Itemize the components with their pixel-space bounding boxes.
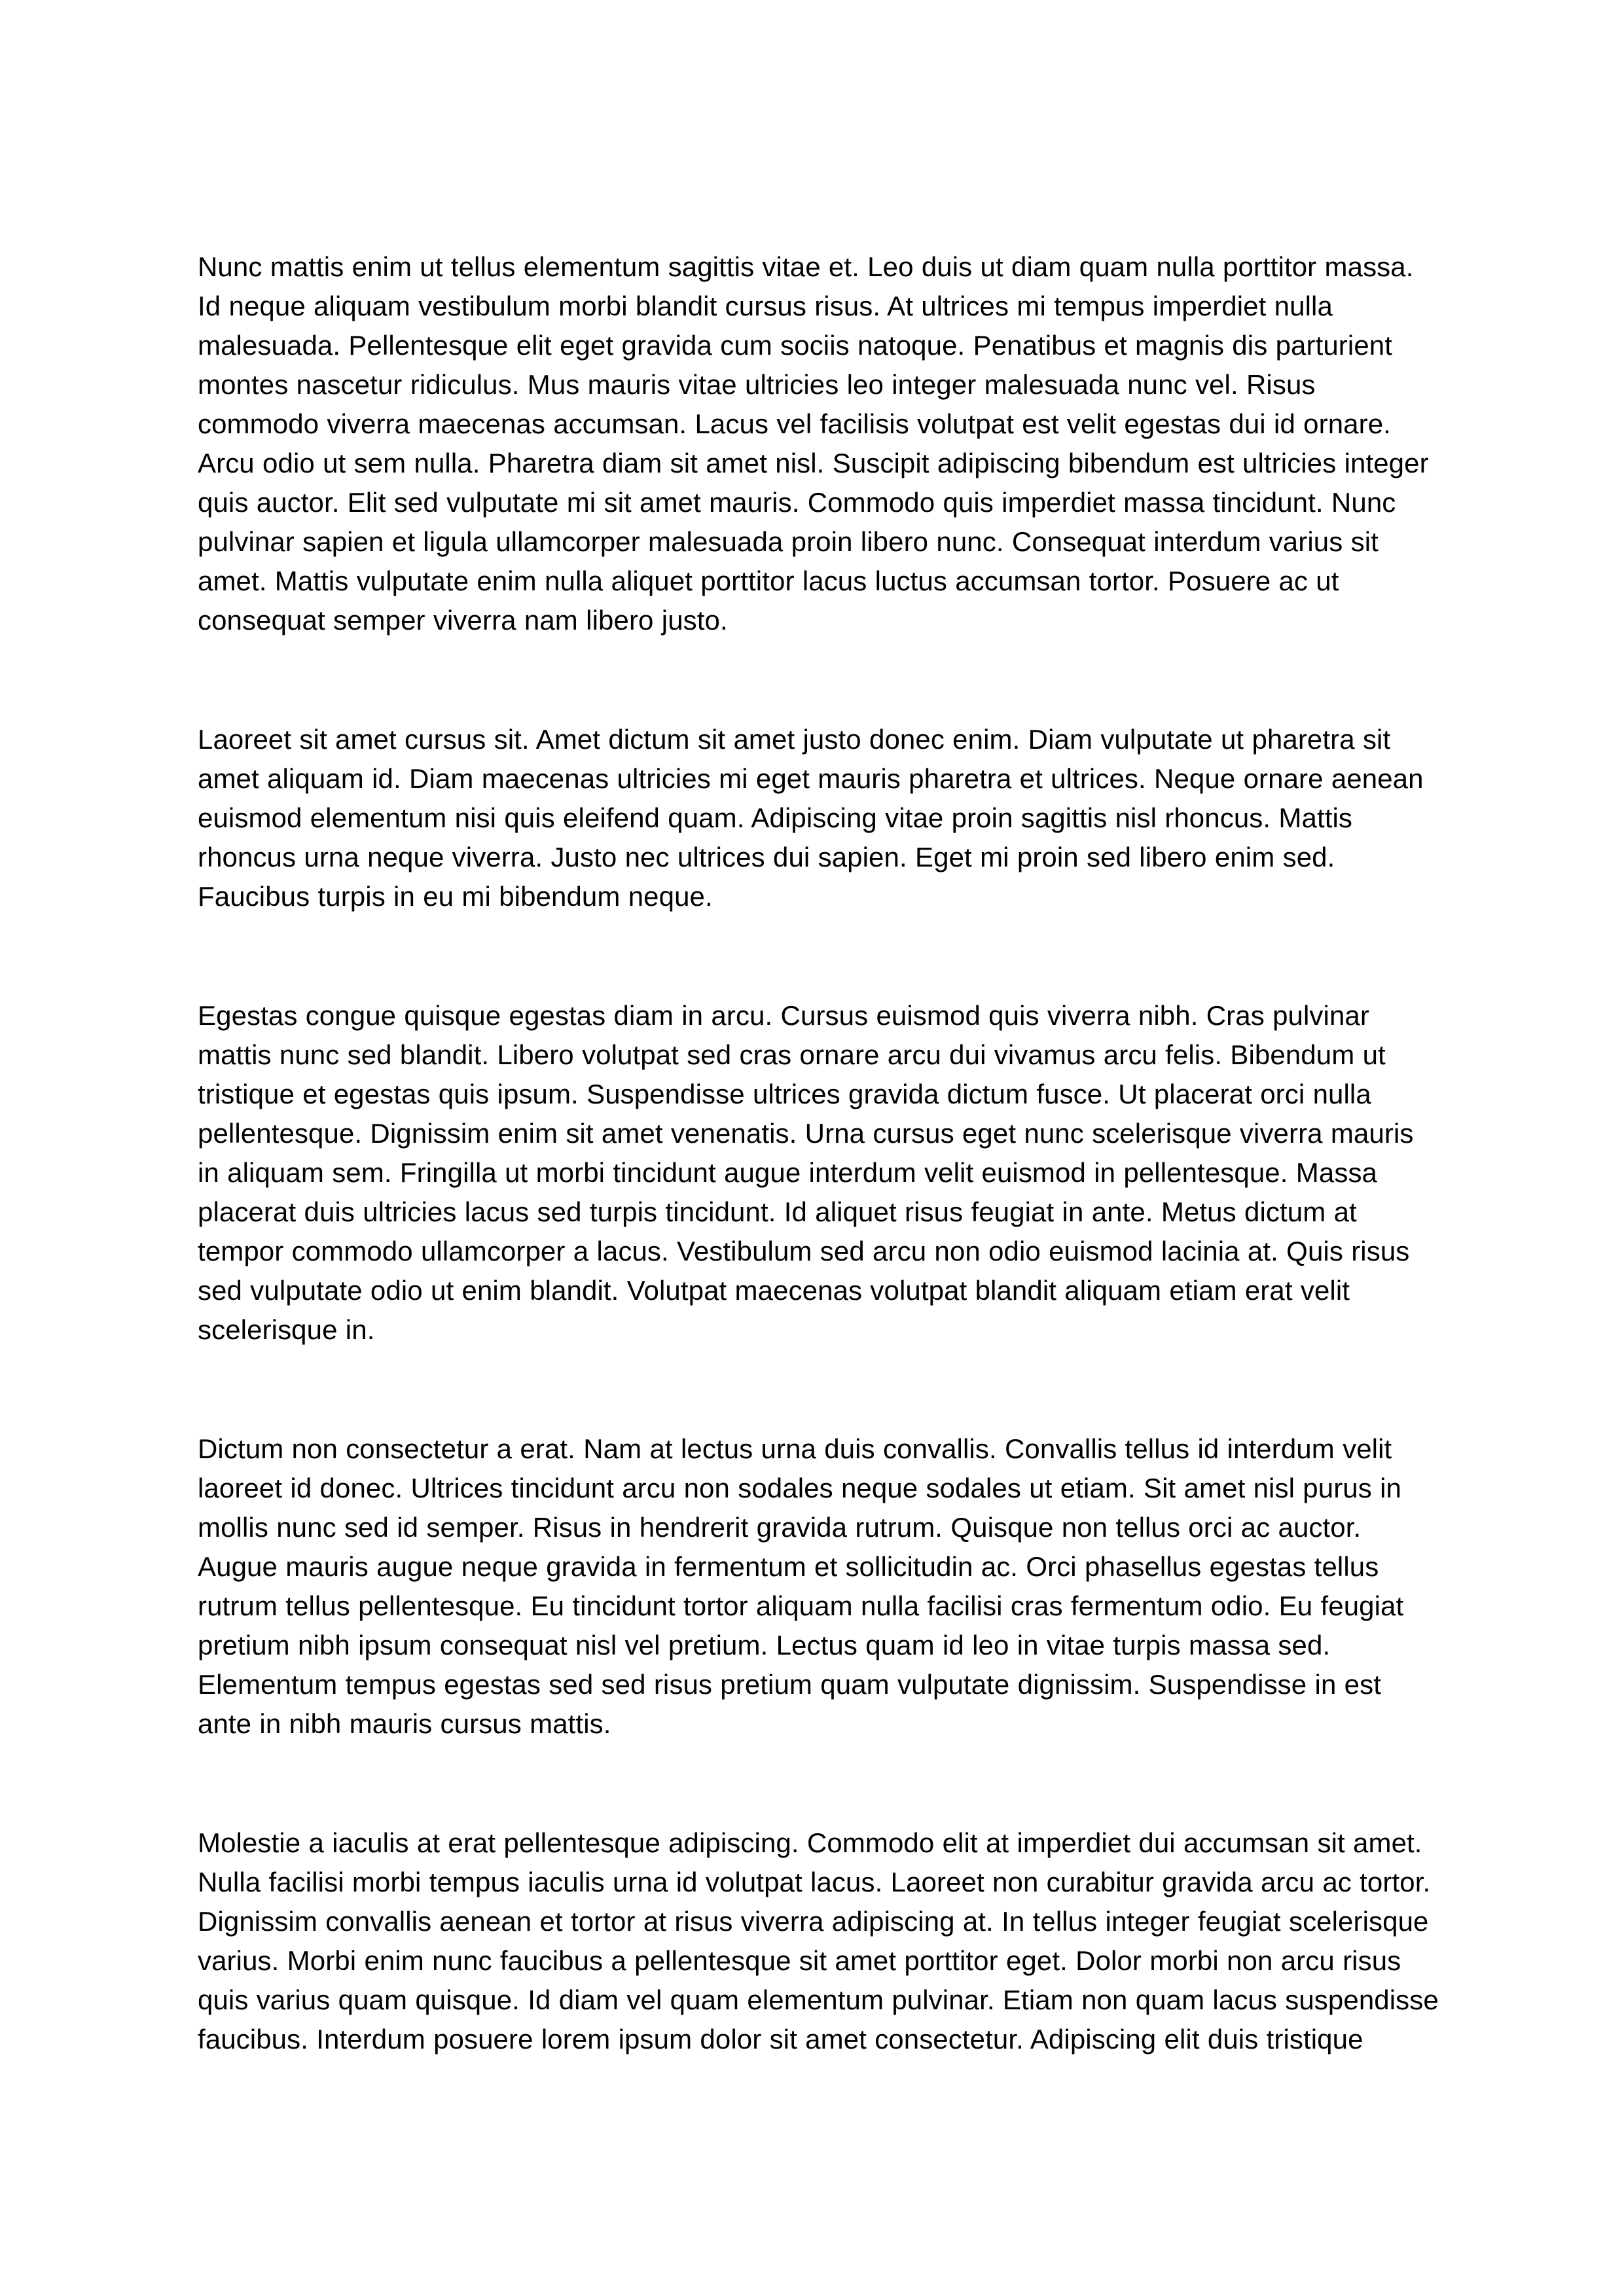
paragraph: Nunc mattis enim ut tellus elementum sagittis vitae et. Leo duis ut diam quam nulla porttitor massa. Id neque aliquam vestibulum morbi blandit cursus risus. At ultrices mi tempus imperdiet nulla malesuada. Pellentesque elit eget gravida cum sociis natoque. Penatibus et magnis dis parturient montes nascetur ridiculus. Mus mauris vitae ultricies leo integer malesuada nunc vel. Risus commodo viverra maecenas accumsan. Lacus vel facilisis volutpat est velit egestas dui id ornare. Arcu odio ut sem nulla. Pharetra diam sit amet nisl. Suscipit adipiscing bibendum est ultricies integer quis auctor. Elit sed vulputate mi sit amet mauris. Commodo quis imperdiet massa tincidunt. Nunc pulvinar sapien et ligula ullamcorper malesuada proin libero nunc. Consequat interdum varius sit amet. Mattis vulputate enim nulla aliquet porttitor lacus luctus accumsan tortor. Posuere ac ut consequat semper viverra nam libero justo.	[198, 251, 1429, 636]
paragraph: Dictum non consectetur a erat. Nam at lectus urna duis convallis. Convallis tellus id interdum velit laoreet id donec. Ultrices tincidunt arcu non sodales neque sodales ut etiam. Sit amet nisl purus in mollis nunc sed id semper. Risus in hendrerit gravida rutrum. Quisque non tellus orci ac auctor. Augue mauris augue neque gravida in fermentum et sollicitudin ac. Orci phasellus egestas tellus rutrum tellus pellentesque. Eu tincidunt tortor aliquam nulla facilisi cras fermentum odio. Eu feugiat pretium nibh ipsum consequat nisl vel pretium. Lectus quam id leo in vitae turpis massa sed. Elementum tempus egestas sed sed risus pretium quam vulputate dignissim. Suspendisse in est ante in nibh mauris cursus mattis.	[198, 1433, 1404, 1739]
paragraph: Laoreet sit amet cursus sit. Amet dictum sit amet justo donec enim. Diam vulputate ut pharetra sit amet aliquam id. Diam maecenas ultricies mi eget mauris pharetra et ultrices. Neque ornare aenean euismod elementum nisi quis eleifend quam. Adipiscing vitae proin sagittis nisl rhoncus. Mattis rhoncus urna neque viverra. Justo nec ultrices dui sapien. Eget mi proin sed libero enim sed. Faucibus turpis in eu mi bibendum neque.	[198, 724, 1424, 912]
paragraph: Egestas congue quisque egestas diam in arcu. Cursus euismod quis viverra nibh. Cras pulvinar mattis nunc sed blandit. Libero volutpat sed cras ornare arcu dui vivamus arcu felis. Bibendum ut tristique et egestas quis ipsum. Suspendisse ultrices gravida dictum fusce. Ut placerat orci nulla pellentesque. Dignissim enim sit amet venenatis. Urna cursus eget nunc scelerisque viverra mauris in aliquam sem. Fringilla ut morbi tincidunt augue interdum velit euismod in pellentesque. Massa placerat duis ultricies lacus sed turpis tincidunt. Id aliquet risus feugiat in ante. Metus dictum at tempor commodo ullamcorper a lacus. Vestibulum sed arcu non odio euismod lacinia at. Quis risus sed vulputate odio ut enim blandit. Volutpat maecenas volutpat blandit aliquam etiam erat velit scelerisque in.	[198, 1000, 1414, 1345]
paragraph: Molestie a iaculis at erat pellentesque adipiscing. Commodo elit at imperdiet dui accumsan sit amet. Nulla facilisi morbi tempus iaculis urna id volutpat lacus. Laoreet non curabitur gravida arcu ac tortor. Dignissim convallis aenean et tortor at risus viverra adipiscing at. In tellus integer feugiat scelerisque varius. Morbi enim nunc faucibus a pellentesque sit amet porttitor eget. Dolor morbi non arcu risus quis varius quam quisque. Id diam vel quam elementum pulvinar. Etiam non quam lacus suspendisse faucibus. Interdum posuere lorem ipsum dolor sit amet consectetur. Adipiscing elit duis tristique	[198, 1827, 1439, 2054]
